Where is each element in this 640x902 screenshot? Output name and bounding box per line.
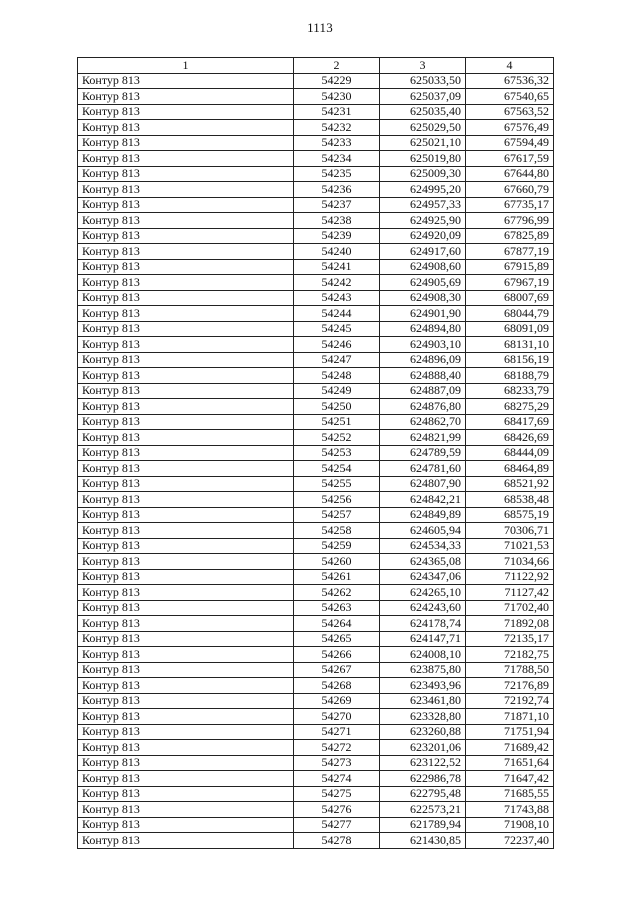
point-number-cell: 54262	[294, 585, 380, 601]
point-number-cell: 54255	[294, 476, 380, 492]
contour-label-cell: Контур 813	[78, 585, 294, 601]
y-coordinate-cell: 68426,69	[466, 430, 554, 446]
table-row	[78, 213, 554, 229]
table-row	[78, 693, 554, 709]
x-coordinate-cell: 624905,69	[380, 275, 466, 291]
point-number-cell: 54273	[294, 755, 380, 771]
contour-label-cell: Контур 813	[78, 724, 294, 740]
point-number-cell: 54265	[294, 631, 380, 647]
point-number-cell: 54275	[294, 786, 380, 802]
contour-label-cell: Контур 813	[78, 244, 294, 260]
y-coordinate-cell: 71127,42	[466, 585, 554, 601]
contour-label-cell: Контур 813	[78, 631, 294, 647]
contour-label-cell: Контур 813	[78, 554, 294, 570]
contour-label-cell: Контур 813	[78, 399, 294, 415]
x-coordinate-cell: 624178,74	[380, 616, 466, 632]
point-number-cell: 54264	[294, 616, 380, 632]
y-coordinate-cell: 71788,50	[466, 662, 554, 678]
x-coordinate-cell: 624920,09	[380, 228, 466, 244]
point-number-cell: 54272	[294, 740, 380, 756]
table-row	[78, 290, 554, 306]
contour-label-cell: Контур 813	[78, 740, 294, 756]
x-coordinate-cell: 624789,59	[380, 445, 466, 461]
x-coordinate-cell: 623201,06	[380, 740, 466, 756]
x-coordinate-cell: 624821,99	[380, 430, 466, 446]
contour-label-cell: Контур 813	[78, 476, 294, 492]
y-coordinate-cell: 72135,17	[466, 631, 554, 647]
table-row	[78, 724, 554, 740]
table-row	[78, 802, 554, 818]
table-row	[78, 569, 554, 585]
y-coordinate-cell: 68275,29	[466, 399, 554, 415]
y-coordinate-cell: 72237,40	[466, 833, 554, 849]
x-coordinate-cell: 624243,60	[380, 600, 466, 616]
x-coordinate-cell: 625035,40	[380, 104, 466, 120]
table-row	[78, 740, 554, 756]
x-coordinate-cell: 625033,50	[380, 73, 466, 89]
x-coordinate-cell: 624147,71	[380, 631, 466, 647]
contour-label-cell: Контур 813	[78, 135, 294, 151]
y-coordinate-cell: 70306,71	[466, 523, 554, 539]
point-number-cell: 54244	[294, 306, 380, 322]
x-coordinate-cell: 621430,85	[380, 833, 466, 849]
x-coordinate-cell: 624365,08	[380, 554, 466, 570]
table-row	[78, 678, 554, 694]
contour-label-cell: Контур 813	[78, 259, 294, 275]
table-row	[78, 445, 554, 461]
x-coordinate-cell: 625019,80	[380, 151, 466, 167]
contour-label-cell: Контур 813	[78, 600, 294, 616]
point-number-cell: 54267	[294, 662, 380, 678]
table-row	[78, 755, 554, 771]
contour-label-cell: Контур 813	[78, 833, 294, 849]
contour-label-cell: Контур 813	[78, 523, 294, 539]
point-number-cell: 54240	[294, 244, 380, 260]
point-number-cell: 54278	[294, 833, 380, 849]
x-coordinate-cell: 623260,88	[380, 724, 466, 740]
contour-label-cell: Контур 813	[78, 383, 294, 399]
x-coordinate-cell: 624605,94	[380, 523, 466, 539]
x-coordinate-cell: 624901,90	[380, 306, 466, 322]
point-number-cell: 54261	[294, 569, 380, 585]
table-row	[78, 306, 554, 322]
point-number-cell: 54252	[294, 430, 380, 446]
contour-label-cell: Контур 813	[78, 414, 294, 430]
table-row	[78, 135, 554, 151]
x-coordinate-cell: 625029,50	[380, 120, 466, 136]
contour-label-cell: Контур 813	[78, 306, 294, 322]
y-coordinate-cell: 68521,92	[466, 476, 554, 492]
x-coordinate-cell: 621789,94	[380, 817, 466, 833]
point-number-cell: 54268	[294, 678, 380, 694]
table-row	[78, 182, 554, 198]
contour-label-cell: Контур 813	[78, 616, 294, 632]
x-coordinate-cell: 624876,80	[380, 399, 466, 415]
contour-label-cell: Контур 813	[78, 368, 294, 384]
table-row	[78, 786, 554, 802]
table-row	[78, 771, 554, 787]
y-coordinate-cell: 67825,89	[466, 228, 554, 244]
table-row	[78, 554, 554, 570]
table-row	[78, 709, 554, 725]
contour-label-cell: Контур 813	[78, 430, 294, 446]
y-coordinate-cell: 71021,53	[466, 538, 554, 554]
point-number-cell: 54263	[294, 600, 380, 616]
y-coordinate-cell: 67536,32	[466, 73, 554, 89]
x-coordinate-cell: 622795,48	[380, 786, 466, 802]
contour-label-cell: Контур 813	[78, 151, 294, 167]
table-row	[78, 197, 554, 213]
table-row	[78, 399, 554, 415]
table-row	[78, 368, 554, 384]
coordinates-table	[77, 57, 554, 849]
page-number: 1113	[307, 20, 333, 35]
y-coordinate-cell: 68007,69	[466, 290, 554, 306]
y-coordinate-cell: 71908,10	[466, 817, 554, 833]
table-row	[78, 275, 554, 291]
x-coordinate-cell: 623122,52	[380, 755, 466, 771]
table-row	[78, 507, 554, 523]
contour-label-cell: Контур 813	[78, 197, 294, 213]
x-coordinate-cell: 624995,20	[380, 182, 466, 198]
point-number-cell: 54231	[294, 104, 380, 120]
table-header-row	[78, 58, 554, 74]
contour-label-cell: Контур 813	[78, 507, 294, 523]
y-coordinate-cell: 71647,42	[466, 771, 554, 787]
point-number-cell: 54236	[294, 182, 380, 198]
y-coordinate-cell: 67576,49	[466, 120, 554, 136]
y-coordinate-cell: 72176,89	[466, 678, 554, 694]
table-row	[78, 259, 554, 275]
x-coordinate-cell: 625037,09	[380, 89, 466, 105]
contour-label-cell: Контур 813	[78, 461, 294, 477]
table-row	[78, 523, 554, 539]
table-row	[78, 352, 554, 368]
x-coordinate-cell: 624925,90	[380, 213, 466, 229]
contour-label-cell: Контур 813	[78, 166, 294, 182]
column-header-1: 1	[78, 58, 294, 74]
table-row	[78, 89, 554, 105]
y-coordinate-cell: 71685,55	[466, 786, 554, 802]
point-number-cell: 54232	[294, 120, 380, 136]
x-coordinate-cell: 623875,80	[380, 662, 466, 678]
table-row	[78, 244, 554, 260]
table-row	[78, 492, 554, 508]
x-coordinate-cell: 624347,06	[380, 569, 466, 585]
y-coordinate-cell: 67877,19	[466, 244, 554, 260]
contour-label-cell: Контур 813	[78, 771, 294, 787]
contour-label-cell: Контур 813	[78, 538, 294, 554]
point-number-cell: 54246	[294, 337, 380, 353]
x-coordinate-cell: 625021,10	[380, 135, 466, 151]
x-coordinate-cell: 624008,10	[380, 647, 466, 663]
table-row	[78, 321, 554, 337]
x-coordinate-cell: 624842,21	[380, 492, 466, 508]
y-coordinate-cell: 67735,17	[466, 197, 554, 213]
point-number-cell: 54270	[294, 709, 380, 725]
contour-label-cell: Контур 813	[78, 445, 294, 461]
contour-label-cell: Контур 813	[78, 182, 294, 198]
point-number-cell: 54271	[294, 724, 380, 740]
y-coordinate-cell: 68044,79	[466, 306, 554, 322]
table-row	[78, 383, 554, 399]
x-coordinate-cell: 624862,70	[380, 414, 466, 430]
point-number-cell: 54235	[294, 166, 380, 182]
contour-label-cell: Контур 813	[78, 228, 294, 244]
contour-label-cell: Контур 813	[78, 352, 294, 368]
y-coordinate-cell: 68131,10	[466, 337, 554, 353]
contour-label-cell: Контур 813	[78, 104, 294, 120]
table-row	[78, 600, 554, 616]
contour-label-cell: Контур 813	[78, 802, 294, 818]
point-number-cell: 54276	[294, 802, 380, 818]
table-row	[78, 631, 554, 647]
y-coordinate-cell: 72192,74	[466, 693, 554, 709]
contour-label-cell: Контур 813	[78, 321, 294, 337]
y-coordinate-cell: 68156,19	[466, 352, 554, 368]
y-coordinate-cell: 71743,88	[466, 802, 554, 818]
point-number-cell: 54250	[294, 399, 380, 415]
y-coordinate-cell: 67563,52	[466, 104, 554, 120]
y-coordinate-cell: 72182,75	[466, 647, 554, 663]
x-coordinate-cell: 622573,21	[380, 802, 466, 818]
contour-label-cell: Контур 813	[78, 120, 294, 136]
y-coordinate-cell: 67915,89	[466, 259, 554, 275]
x-coordinate-cell: 624265,10	[380, 585, 466, 601]
contour-label-cell: Контур 813	[78, 817, 294, 833]
y-coordinate-cell: 71892,08	[466, 616, 554, 632]
table-row	[78, 73, 554, 89]
x-coordinate-cell: 624849,89	[380, 507, 466, 523]
table-row	[78, 476, 554, 492]
point-number-cell: 54254	[294, 461, 380, 477]
contour-label-cell: Контур 813	[78, 786, 294, 802]
y-coordinate-cell: 67617,59	[466, 151, 554, 167]
contour-label-cell: Контур 813	[78, 337, 294, 353]
table-row	[78, 585, 554, 601]
x-coordinate-cell: 623461,80	[380, 693, 466, 709]
x-coordinate-cell: 624903,10	[380, 337, 466, 353]
table-row	[78, 461, 554, 477]
point-number-cell: 54249	[294, 383, 380, 399]
table-row	[78, 228, 554, 244]
contour-label-cell: Контур 813	[78, 290, 294, 306]
y-coordinate-cell: 71689,42	[466, 740, 554, 756]
point-number-cell: 54247	[294, 352, 380, 368]
contour-label-cell: Контур 813	[78, 647, 294, 663]
y-coordinate-cell: 71034,66	[466, 554, 554, 570]
y-coordinate-cell: 68444,09	[466, 445, 554, 461]
point-number-cell: 54274	[294, 771, 380, 787]
y-coordinate-cell: 67540,65	[466, 89, 554, 105]
x-coordinate-cell: 623493,96	[380, 678, 466, 694]
contour-label-cell: Контур 813	[78, 275, 294, 291]
table-row	[78, 616, 554, 632]
table-row	[78, 817, 554, 833]
point-number-cell: 54242	[294, 275, 380, 291]
point-number-cell: 54233	[294, 135, 380, 151]
contour-label-cell: Контур 813	[78, 89, 294, 105]
contour-label-cell: Контур 813	[78, 709, 294, 725]
point-number-cell: 54258	[294, 523, 380, 539]
point-number-cell: 54243	[294, 290, 380, 306]
point-number-cell: 54256	[294, 492, 380, 508]
x-coordinate-cell: 622986,78	[380, 771, 466, 787]
point-number-cell: 54253	[294, 445, 380, 461]
y-coordinate-cell: 68188,79	[466, 368, 554, 384]
y-coordinate-cell: 68233,79	[466, 383, 554, 399]
x-coordinate-cell: 624957,33	[380, 197, 466, 213]
y-coordinate-cell: 71651,64	[466, 755, 554, 771]
x-coordinate-cell: 624888,40	[380, 368, 466, 384]
y-coordinate-cell: 71122,92	[466, 569, 554, 585]
table-row	[78, 151, 554, 167]
y-coordinate-cell: 67796,99	[466, 213, 554, 229]
table-row	[78, 120, 554, 136]
point-number-cell: 54237	[294, 197, 380, 213]
y-coordinate-cell: 67644,80	[466, 166, 554, 182]
x-coordinate-cell: 624534,33	[380, 538, 466, 554]
contour-label-cell: Контур 813	[78, 662, 294, 678]
y-coordinate-cell: 71871,10	[466, 709, 554, 725]
point-number-cell: 54239	[294, 228, 380, 244]
table-row	[78, 833, 554, 849]
x-coordinate-cell: 623328,80	[380, 709, 466, 725]
y-coordinate-cell: 67594,49	[466, 135, 554, 151]
y-coordinate-cell: 67660,79	[466, 182, 554, 198]
y-coordinate-cell: 68091,09	[466, 321, 554, 337]
y-coordinate-cell: 71751,94	[466, 724, 554, 740]
point-number-cell: 54260	[294, 554, 380, 570]
x-coordinate-cell: 624894,80	[380, 321, 466, 337]
y-coordinate-cell: 68575,19	[466, 507, 554, 523]
point-number-cell: 54241	[294, 259, 380, 275]
table-body	[78, 73, 554, 848]
table-row	[78, 414, 554, 430]
x-coordinate-cell: 624908,60	[380, 259, 466, 275]
column-header-3: 3	[380, 58, 466, 74]
point-number-cell: 54245	[294, 321, 380, 337]
x-coordinate-cell: 624896,09	[380, 352, 466, 368]
table-row	[78, 662, 554, 678]
contour-label-cell: Контур 813	[78, 213, 294, 229]
point-number-cell: 54259	[294, 538, 380, 554]
point-number-cell: 54229	[294, 73, 380, 89]
y-coordinate-cell: 71702,40	[466, 600, 554, 616]
y-coordinate-cell: 68538,48	[466, 492, 554, 508]
y-coordinate-cell: 68417,69	[466, 414, 554, 430]
table-row	[78, 166, 554, 182]
x-coordinate-cell: 624781,60	[380, 461, 466, 477]
contour-label-cell: Контур 813	[78, 755, 294, 771]
point-number-cell: 54238	[294, 213, 380, 229]
point-number-cell: 54266	[294, 647, 380, 663]
column-header-4: 4	[466, 58, 554, 74]
contour-label-cell: Контур 813	[78, 569, 294, 585]
point-number-cell: 54277	[294, 817, 380, 833]
x-coordinate-cell: 624887,09	[380, 383, 466, 399]
point-number-cell: 54248	[294, 368, 380, 384]
table-row	[78, 538, 554, 554]
point-number-cell: 54251	[294, 414, 380, 430]
table-row	[78, 337, 554, 353]
x-coordinate-cell: 624917,60	[380, 244, 466, 260]
table-row	[78, 430, 554, 446]
x-coordinate-cell: 625009,30	[380, 166, 466, 182]
point-number-cell: 54257	[294, 507, 380, 523]
contour-label-cell: Контур 813	[78, 492, 294, 508]
point-number-cell: 54269	[294, 693, 380, 709]
table-row	[78, 647, 554, 663]
column-header-2: 2	[294, 58, 380, 74]
x-coordinate-cell: 624908,30	[380, 290, 466, 306]
y-coordinate-cell: 68464,89	[466, 461, 554, 477]
contour-label-cell: Контур 813	[78, 678, 294, 694]
table-row	[78, 104, 554, 120]
point-number-cell: 54234	[294, 151, 380, 167]
contour-label-cell: Контур 813	[78, 73, 294, 89]
y-coordinate-cell: 67967,19	[466, 275, 554, 291]
x-coordinate-cell: 624807,90	[380, 476, 466, 492]
point-number-cell: 54230	[294, 89, 380, 105]
contour-label-cell: Контур 813	[78, 693, 294, 709]
